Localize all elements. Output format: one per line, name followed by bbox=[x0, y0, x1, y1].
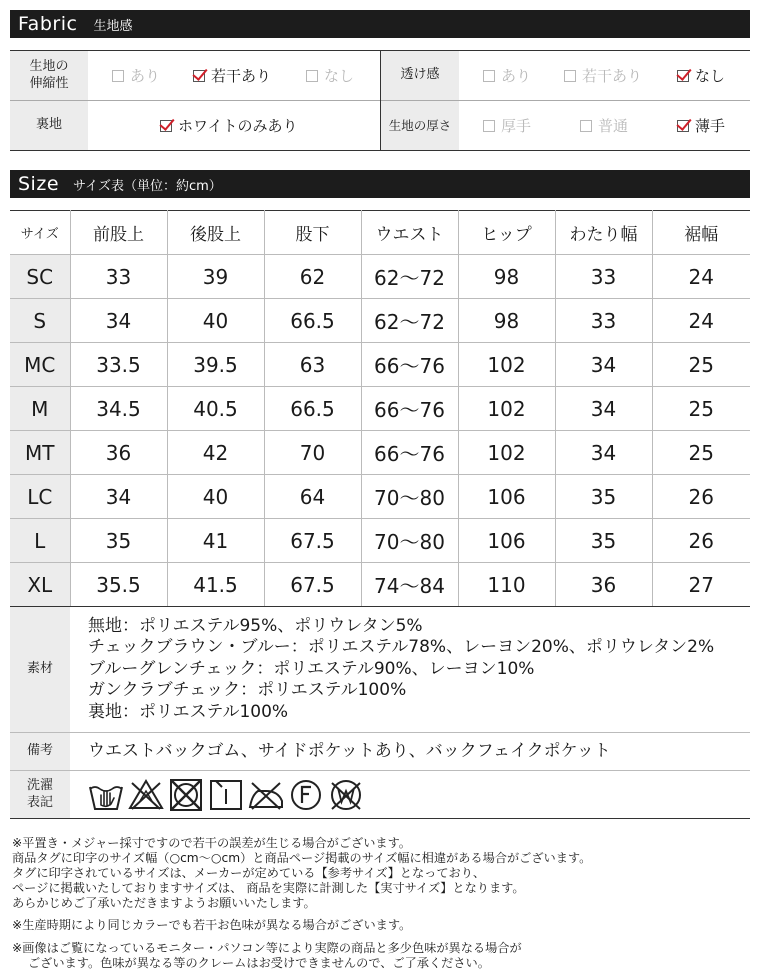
thickness-option-futsu: 普通 bbox=[580, 101, 628, 150]
measurement-cell: 67.5 bbox=[264, 563, 361, 607]
measurement-cell: 34 bbox=[70, 299, 167, 343]
size-cell: MT bbox=[10, 431, 70, 475]
material-line: 無地：ポリエステル95%、ポリウレタン5% bbox=[88, 615, 423, 636]
thickness-option-usude: 薄手 bbox=[677, 101, 725, 150]
size-cell: SC bbox=[10, 255, 70, 299]
measurement-cell: 110 bbox=[458, 563, 555, 607]
size-table-header bbox=[10, 211, 750, 255]
sheer-option-jakkan: 若干あり bbox=[564, 51, 642, 100]
measurement-cell: 33.5 bbox=[70, 343, 167, 387]
checkbox-checked-icon bbox=[677, 70, 689, 82]
measurement-cell: 41 bbox=[167, 519, 264, 563]
footnote: ございます。色味が異なる等のクレームはお受けできませんので、ご了承ください。 bbox=[28, 956, 490, 970]
size-cell: XL bbox=[10, 563, 70, 607]
measurement-cell: 24 bbox=[652, 255, 750, 299]
measurement-cell: 67.5 bbox=[264, 519, 361, 563]
measurement-cell: 62 bbox=[264, 255, 361, 299]
fabric-table bbox=[10, 50, 750, 151]
line-dry-icon bbox=[208, 777, 244, 813]
stretch-option-ari: あり bbox=[112, 51, 160, 100]
washing-label: 洗濯 表記 bbox=[10, 771, 70, 818]
fabric-divider bbox=[380, 51, 381, 150]
measurement-cell: 25 bbox=[652, 431, 750, 475]
column-header: 裾幅 bbox=[652, 211, 750, 255]
measurement-cell: 33 bbox=[555, 255, 652, 299]
checkbox-checked-icon bbox=[160, 120, 172, 132]
checkbox-empty-icon bbox=[483, 70, 495, 82]
measurement-cell: 64 bbox=[264, 475, 361, 519]
measurement-cell: 70〜80 bbox=[361, 475, 458, 519]
measurement-cell: 34.5 bbox=[70, 387, 167, 431]
measurement-cell: 62〜72 bbox=[361, 299, 458, 343]
measurement-cell: 70〜80 bbox=[361, 519, 458, 563]
size-header-bar bbox=[10, 170, 750, 198]
footnote: ※平置き・メジャー採寸ですので若干の誤差が生じる場合がございます。 bbox=[12, 836, 411, 850]
checkbox-checked-icon bbox=[677, 120, 689, 132]
checkbox-empty-icon bbox=[306, 70, 318, 82]
washing-row bbox=[10, 771, 750, 819]
measurement-cell: 66.5 bbox=[264, 299, 361, 343]
measurement-cell: 24 bbox=[652, 299, 750, 343]
measurement-cell: 35 bbox=[70, 519, 167, 563]
measurement-cell: 34 bbox=[555, 431, 652, 475]
measurement-cell: 102 bbox=[458, 387, 555, 431]
sheer-option-ari: あり bbox=[483, 51, 531, 100]
size-cell: S bbox=[10, 299, 70, 343]
measurement-cell: 33 bbox=[555, 299, 652, 343]
column-header: ウエスト bbox=[361, 211, 458, 255]
measurement-cell: 35 bbox=[555, 475, 652, 519]
material-lines bbox=[88, 607, 714, 732]
measurement-cell: 34 bbox=[555, 387, 652, 431]
column-header: わたり幅 bbox=[555, 211, 652, 255]
table-row bbox=[10, 519, 750, 563]
checkbox-checked-icon bbox=[193, 70, 205, 82]
checkbox-empty-icon bbox=[580, 120, 592, 132]
sheer-label: 透け感 bbox=[381, 51, 459, 100]
thickness-option-atsude: 厚手 bbox=[483, 101, 531, 150]
measurement-cell: 66〜76 bbox=[361, 387, 458, 431]
remarks-value: ウエストバックゴム、サイドポケットあり、バックフェイクポケット bbox=[88, 740, 611, 761]
measurement-cell: 33 bbox=[70, 255, 167, 299]
footnote: ※生産時期により同じカラーでも若干お色味が異なる場合がございます。 bbox=[12, 918, 412, 932]
measurement-cell: 36 bbox=[555, 563, 652, 607]
measurement-cell: 106 bbox=[458, 475, 555, 519]
measurement-cell: 106 bbox=[458, 519, 555, 563]
size-header-jp: サイズ表（単位：約cm） bbox=[73, 178, 222, 194]
size-cell: L bbox=[10, 519, 70, 563]
measurement-cell: 62〜72 bbox=[361, 255, 458, 299]
measurement-cell: 26 bbox=[652, 475, 750, 519]
no-bleach-icon bbox=[128, 777, 164, 813]
checkbox-empty-icon bbox=[564, 70, 576, 82]
measurement-cell: 34 bbox=[70, 475, 167, 519]
measurement-cell: 35.5 bbox=[70, 563, 167, 607]
size-cell: M bbox=[10, 387, 70, 431]
measurement-cell: 27 bbox=[652, 563, 750, 607]
measurement-cell: 98 bbox=[458, 299, 555, 343]
sheer-option-nashi: なし bbox=[677, 51, 725, 100]
measurement-cell: 41.5 bbox=[167, 563, 264, 607]
no-tumble-dry-icon bbox=[168, 777, 204, 813]
stretch-option-jakkan: 若干あり bbox=[193, 51, 271, 100]
footnote: ※画像はご覧になっているモニター・パソコン等により実際の商品と多少色味が異なる場合が bbox=[12, 941, 522, 955]
fabric-header-en: Fabric bbox=[18, 13, 78, 35]
size-header-en: Size bbox=[18, 173, 60, 195]
table-row bbox=[10, 299, 750, 343]
measurement-cell: 39 bbox=[167, 255, 264, 299]
lining-label: 裏地 bbox=[10, 101, 88, 150]
measurement-cell: 35 bbox=[555, 519, 652, 563]
measurement-cell: 25 bbox=[652, 343, 750, 387]
measurement-cell: 39.5 bbox=[167, 343, 264, 387]
size-cell: LC bbox=[10, 475, 70, 519]
lining-value: ホワイトのみあり bbox=[160, 101, 298, 150]
remarks-label: 備考 bbox=[10, 733, 70, 770]
footnote: ページに掲載いたしておりますサイズは、 商品を実際に計測した【実寸サイズ】となります。 bbox=[12, 881, 525, 895]
thickness-label: 生地の厚さ bbox=[381, 101, 459, 150]
material-row bbox=[10, 607, 750, 733]
material-line: ガンクラブチェック：ポリエステル100% bbox=[88, 680, 407, 701]
material-label: 素材 bbox=[10, 607, 70, 732]
table-row bbox=[10, 563, 750, 607]
measurement-cell: 66〜76 bbox=[361, 431, 458, 475]
dry-clean-f-icon bbox=[288, 777, 324, 813]
measurement-cell: 40 bbox=[167, 299, 264, 343]
footnote: タグに印字されているサイズは、メーカーが定めている【参考サイズ】となっており、 bbox=[12, 866, 486, 880]
measurement-cell: 102 bbox=[458, 431, 555, 475]
checkbox-empty-icon bbox=[112, 70, 124, 82]
material-line: チェックブラウン・ブルー：ポリエステル78%、レーヨン20%、ポリウレタン2% bbox=[88, 637, 715, 658]
table-row bbox=[10, 387, 750, 431]
no-wet-clean-icon bbox=[328, 777, 364, 813]
measurement-cell: 25 bbox=[652, 387, 750, 431]
table-row bbox=[10, 475, 750, 519]
measurement-cell: 63 bbox=[264, 343, 361, 387]
table-row bbox=[10, 255, 750, 299]
column-header: 前股上 bbox=[70, 211, 167, 255]
material-line: 裏地：ポリエステル100% bbox=[88, 701, 289, 722]
measurement-cell: 26 bbox=[652, 519, 750, 563]
fabric-header-jp: 生地感 bbox=[93, 18, 133, 34]
no-iron-icon bbox=[248, 777, 284, 813]
size-cell: MC bbox=[10, 343, 70, 387]
fabric-header-bar bbox=[10, 10, 750, 38]
measurement-cell: 98 bbox=[458, 255, 555, 299]
checkbox-empty-icon bbox=[483, 120, 495, 132]
stretch-option-nashi: なし bbox=[306, 51, 354, 100]
measurement-cell: 40.5 bbox=[167, 387, 264, 431]
stretch-label: 生地の 伸縮性 bbox=[10, 51, 88, 100]
measurement-cell: 66.5 bbox=[264, 387, 361, 431]
column-header: 股下 bbox=[264, 211, 361, 255]
table-row bbox=[10, 343, 750, 387]
material-line: ブルーグレンチェック：ポリエステル90%、レーヨン10% bbox=[88, 658, 535, 679]
measurement-cell: 34 bbox=[555, 343, 652, 387]
measurement-cell: 66〜76 bbox=[361, 343, 458, 387]
size-table bbox=[10, 210, 750, 607]
remarks-row bbox=[10, 733, 750, 771]
hand-wash-icon bbox=[88, 777, 124, 813]
footnote: 商品タグに印字のサイズ幅（○cm〜○cm）と商品ページ掲載のサイズ幅に相違がある場合がございます。 bbox=[12, 851, 592, 865]
footnote: あらかじめご了承いただきますようお願いいたします。 bbox=[12, 896, 316, 910]
measurement-cell: 40 bbox=[167, 475, 264, 519]
measurement-cell: 74〜84 bbox=[361, 563, 458, 607]
measurement-cell: 70 bbox=[264, 431, 361, 475]
measurement-cell: 42 bbox=[167, 431, 264, 475]
column-header: 後股上 bbox=[167, 211, 264, 255]
column-header: サイズ bbox=[10, 211, 70, 255]
washing-icons bbox=[88, 777, 364, 813]
measurement-cell: 102 bbox=[458, 343, 555, 387]
measurement-cell: 36 bbox=[70, 431, 167, 475]
column-header: ヒップ bbox=[458, 211, 555, 255]
table-row bbox=[10, 431, 750, 475]
